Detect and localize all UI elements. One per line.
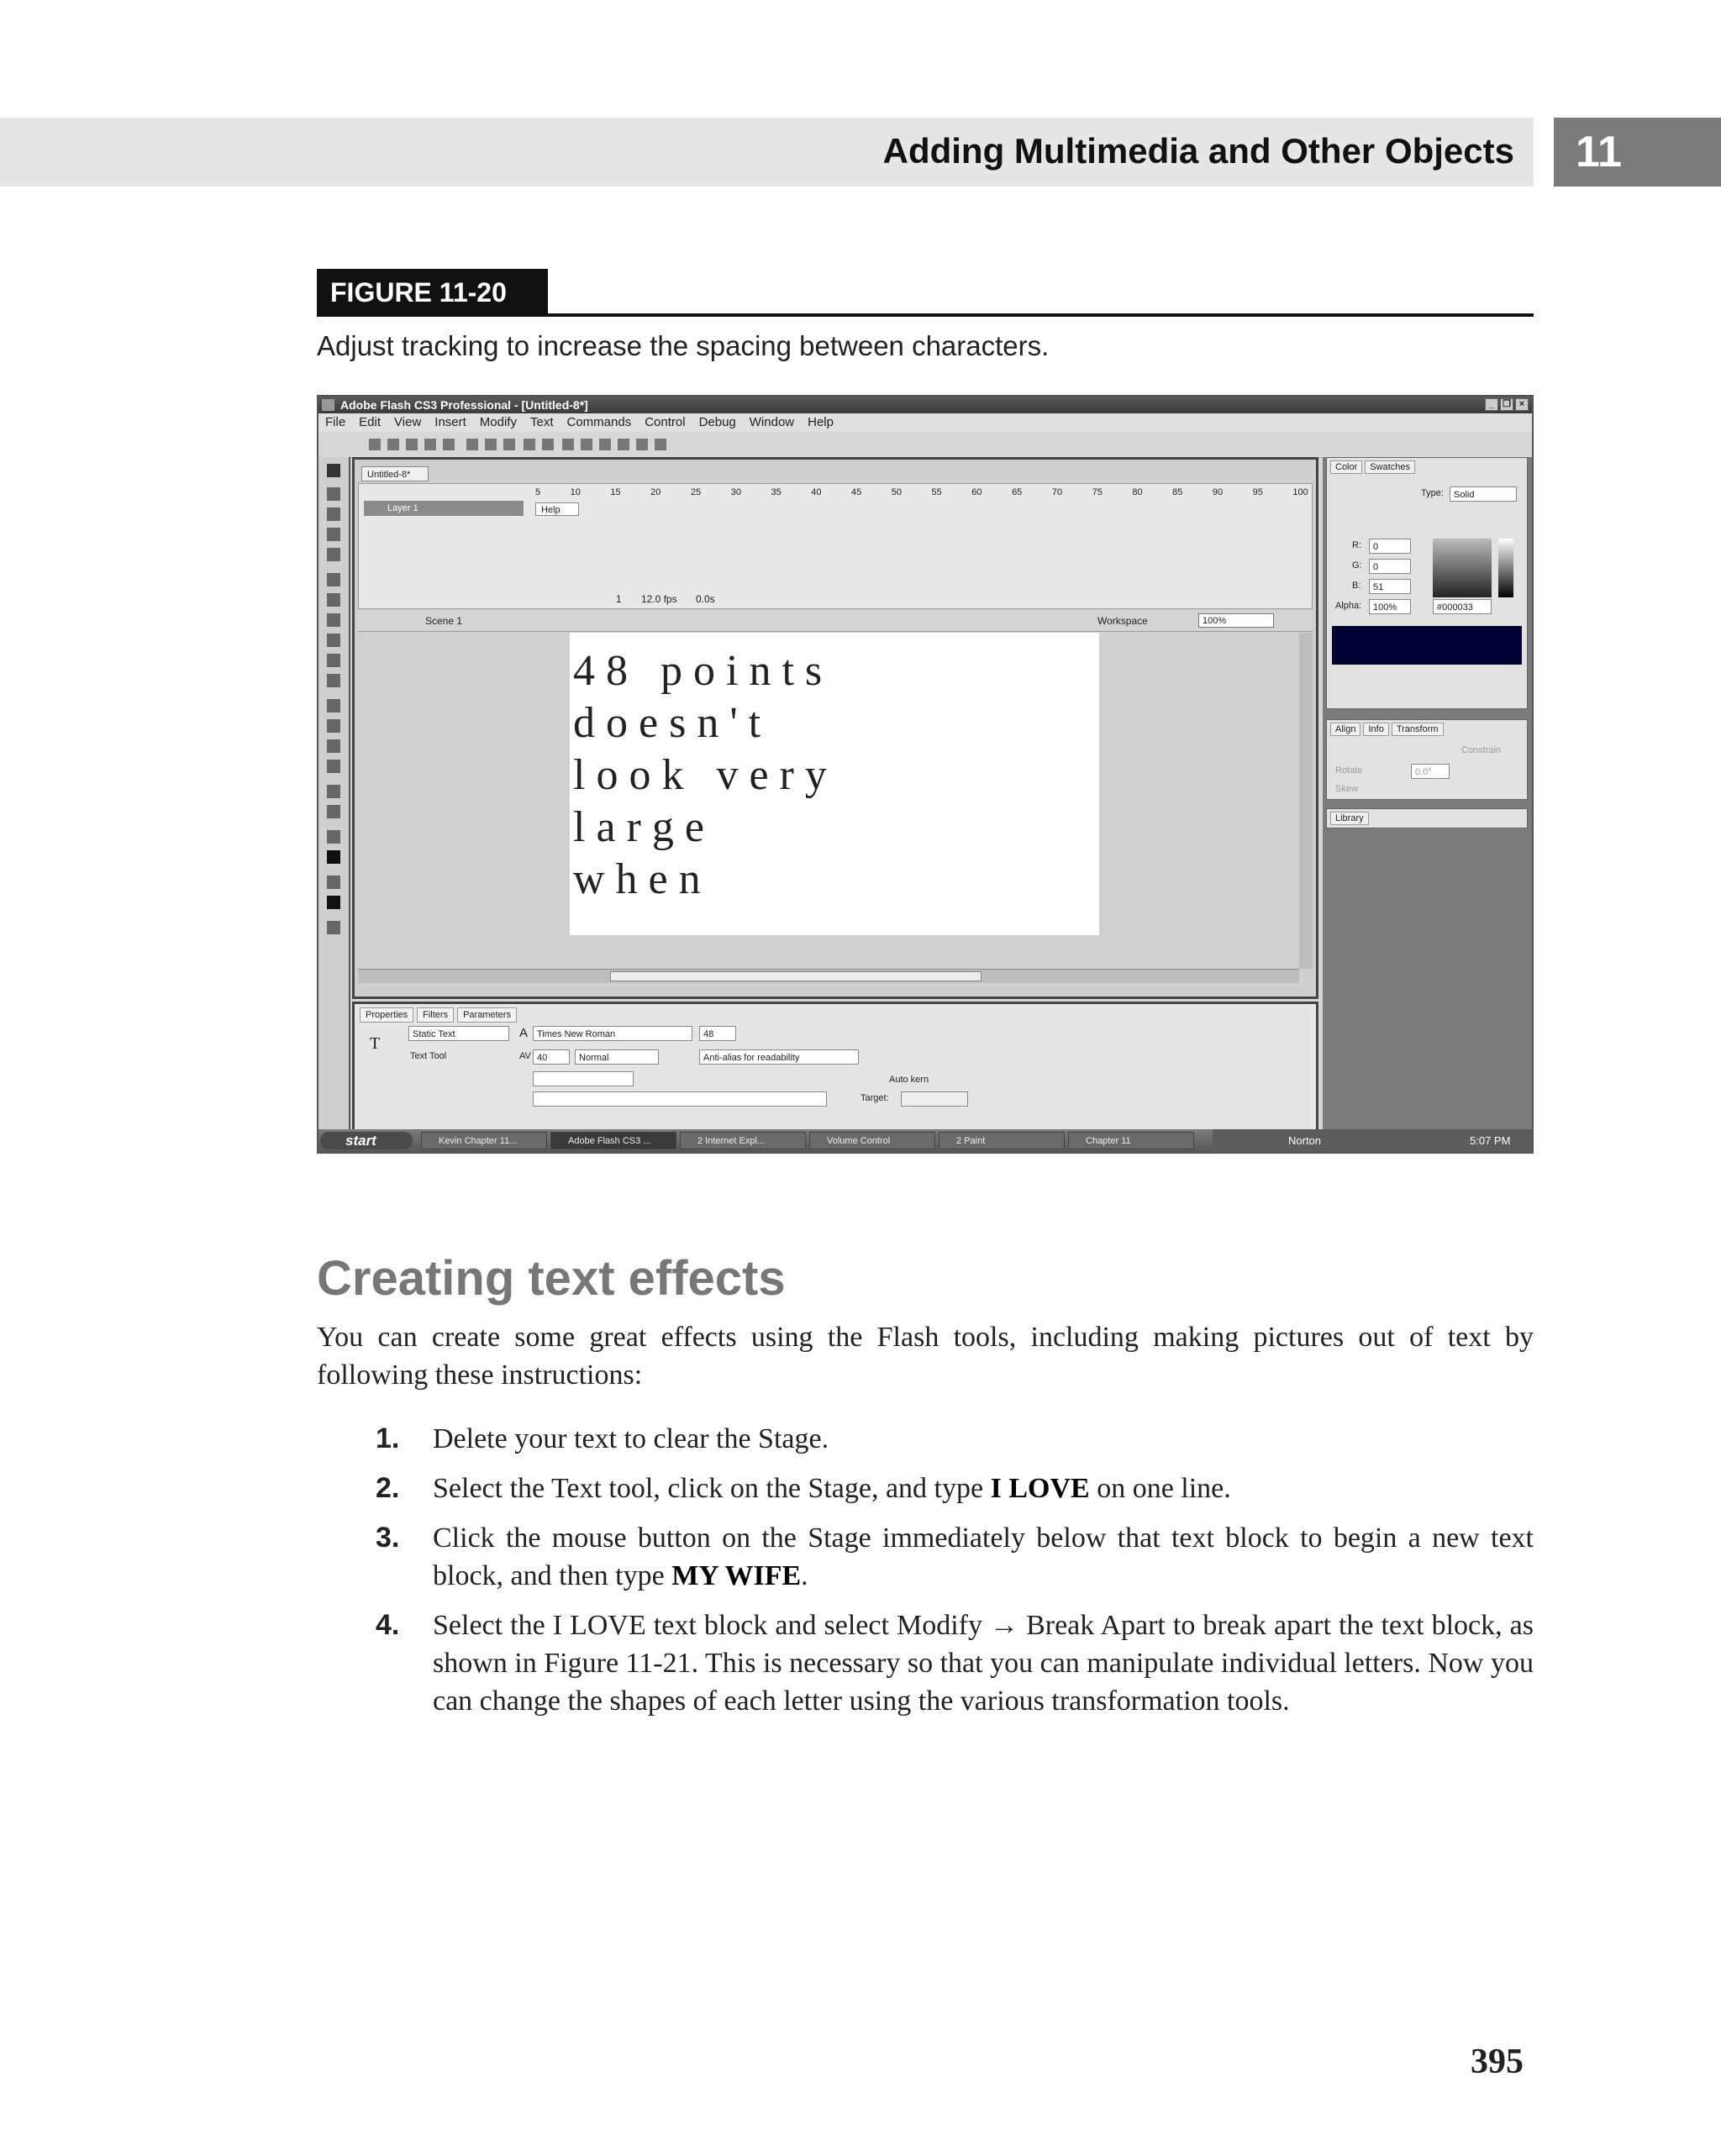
oval-tool-icon[interactable] <box>327 634 340 647</box>
menu-text[interactable]: Text <box>529 415 554 429</box>
baseline-select[interactable]: Normal <box>575 1049 659 1065</box>
font-icon: A <box>519 1026 529 1040</box>
eyedropper-tool-icon[interactable] <box>327 739 340 753</box>
figure-caption: Adjust tracking to increase the spacing between characters. <box>317 330 1050 361</box>
running-header-title: Adding Multimedia and Other Objects <box>882 131 1514 171</box>
right-panel-dock <box>1323 457 1532 1129</box>
auto-kern-checkbox[interactable]: Auto kern <box>889 1075 929 1085</box>
tool-name-label: Text Tool <box>410 1051 447 1061</box>
step-text: on one line. <box>1089 1473 1231 1504</box>
transform-panel <box>1326 719 1528 800</box>
start-button[interactable]: start <box>320 1132 413 1149</box>
rotate-field[interactable]: 0.0° <box>1411 764 1450 779</box>
brightness-slider[interactable] <box>1498 539 1513 597</box>
current-frame: 1 <box>616 593 622 605</box>
tab-color[interactable]: Color <box>1330 460 1362 474</box>
norton-label[interactable]: Norton <box>1288 1134 1322 1147</box>
frame-number: 65 <box>1012 487 1023 497</box>
font-family-select[interactable]: Times New Roman <box>533 1026 692 1041</box>
clock: 5:07 PM <box>1470 1134 1511 1147</box>
tab-parameters[interactable]: Parameters <box>457 1007 517 1023</box>
hand-tool-icon[interactable] <box>327 785 340 798</box>
tab-swatches[interactable]: Swatches <box>1365 460 1415 474</box>
brush-tool-icon[interactable] <box>327 674 340 687</box>
flash-app-icon <box>322 399 334 411</box>
minimize-icon[interactable]: _ <box>1485 398 1498 411</box>
alpha-field[interactable]: 100% <box>1369 599 1411 614</box>
new-file-icon[interactable] <box>369 439 381 450</box>
list-item <box>317 1470 1534 1507</box>
rotate-icon[interactable] <box>618 439 629 450</box>
frame-number: 30 <box>730 487 741 497</box>
task-button[interactable]: 2 Paint <box>939 1132 1065 1149</box>
close-icon[interactable]: × <box>1515 398 1529 411</box>
list-item <box>317 1519 1534 1595</box>
menu-edit[interactable]: Edit <box>359 415 382 429</box>
step-number: 1. <box>376 1422 400 1454</box>
menu-view[interactable]: View <box>394 415 422 429</box>
task-button[interactable]: 2 Internet Expl... <box>680 1132 806 1149</box>
menu-file[interactable]: File <box>325 415 346 429</box>
frame-number: 55 <box>931 487 942 497</box>
windows-taskbar <box>318 1129 1532 1152</box>
rotate-radio[interactable]: Rotate <box>1335 765 1363 776</box>
line-tool-icon[interactable] <box>327 613 340 627</box>
menu-window[interactable]: Window <box>749 415 795 429</box>
step-text: Click the mouse button on the Stage immediately below that text block to begin a new text block, and then type <box>433 1522 1534 1591</box>
page-number: 395 <box>1471 2043 1524 2081</box>
open-file-icon[interactable] <box>387 439 399 450</box>
section-heading: Creating text effects <box>317 1251 786 1306</box>
tab-library[interactable]: Library <box>1330 812 1369 825</box>
step-number: 3. <box>376 1522 400 1554</box>
pencil-tool-icon[interactable] <box>327 654 340 667</box>
flash-logo-icon <box>327 464 340 477</box>
stage-area <box>358 633 1299 969</box>
align-icon[interactable] <box>655 439 666 450</box>
figure-label: FIGURE 11-20 <box>317 269 548 316</box>
elapsed-time: 0.0s <box>696 593 715 605</box>
system-tray <box>1213 1129 1532 1152</box>
timeline-status <box>364 592 1305 607</box>
constrain-checkbox[interactable]: Constrain <box>1461 745 1502 755</box>
frame-number: 75 <box>1092 487 1103 497</box>
document-tab[interactable]: Untitled-8* <box>361 466 429 481</box>
color-panel <box>1326 457 1528 709</box>
task-button[interactable]: Adobe Flash CS3 ... <box>550 1132 676 1149</box>
frame-number: 25 <box>690 487 702 497</box>
frame-number: 20 <box>650 487 661 497</box>
lasso-tool-icon[interactable] <box>327 548 340 561</box>
zoom-select[interactable]: 100% <box>1198 613 1274 628</box>
blue-field[interactable]: 51 <box>1369 579 1411 594</box>
font-size-field[interactable]: 48 <box>699 1026 736 1041</box>
stage-text-line: 4 8 p o i n t s <box>573 647 823 695</box>
step-bold-text: I LOVE <box>990 1473 1090 1504</box>
subselection-tool-icon[interactable] <box>327 507 340 521</box>
step-text: Delete your text to clear the Stage. <box>433 1423 829 1454</box>
menu-bar <box>318 413 1532 432</box>
alpha-label: Alpha: <box>1335 601 1362 611</box>
list-item <box>317 1606 1534 1720</box>
restore-icon[interactable]: ❐ <box>1500 398 1513 411</box>
redo-icon[interactable] <box>542 439 554 450</box>
workspace-menu[interactable]: Workspace <box>1097 615 1148 627</box>
snap-magnet-icon[interactable] <box>562 439 574 450</box>
stage-text-line: l o o k v e r y <box>573 751 827 799</box>
menu-commands[interactable]: Commands <box>566 415 632 429</box>
chapter-number-tab: 11 <box>1554 118 1721 187</box>
edit-bar <box>358 611 1313 632</box>
menu-debug[interactable]: Debug <box>698 415 736 429</box>
tab-filters[interactable]: Filters <box>417 1007 454 1023</box>
menu-help[interactable]: Help <box>808 415 834 429</box>
tab-info[interactable]: Info <box>1363 723 1388 736</box>
stage-text-line: w h e n <box>573 855 701 903</box>
type-label: Type: <box>1421 488 1444 498</box>
pen-tool-icon[interactable] <box>327 573 340 586</box>
frame-rate: 12.0 fps <box>641 593 677 605</box>
properties-tabs <box>360 1007 517 1023</box>
fill-color-icon[interactable] <box>327 850 340 864</box>
bridge-icon[interactable] <box>406 439 418 450</box>
free-transform-tool-icon[interactable] <box>327 528 340 541</box>
red-label: R: <box>1352 540 1361 550</box>
frame-number: 70 <box>1051 487 1063 497</box>
options-icon[interactable] <box>327 921 340 934</box>
task-button[interactable]: Chapter 11 <box>1068 1132 1194 1149</box>
scrollbar-thumb[interactable] <box>610 971 982 981</box>
frame-number: 60 <box>971 487 982 497</box>
figure-rule <box>317 313 1534 317</box>
flash-screenshot <box>317 395 1534 1154</box>
scene-label[interactable]: Scene 1 <box>425 615 463 627</box>
ink-bottle-tool-icon[interactable] <box>327 699 340 713</box>
blue-label: B: <box>1352 581 1361 591</box>
paste-icon[interactable] <box>503 439 515 450</box>
tab-align[interactable]: Align <box>1330 723 1360 736</box>
paint-bucket-tool-icon[interactable] <box>327 719 340 733</box>
help-tab[interactable]: Help <box>535 502 579 516</box>
tab-transform[interactable]: Transform <box>1392 723 1444 736</box>
color-picker-field[interactable] <box>1433 539 1492 597</box>
task-button[interactable]: Kevin Chapter 11... <box>421 1132 547 1149</box>
window-titlebar <box>318 397 1532 413</box>
green-label: G: <box>1352 560 1362 571</box>
step-bold-text: MY WIFE <box>671 1560 802 1591</box>
frame-number: 35 <box>771 487 782 497</box>
stroke-color-icon[interactable] <box>327 830 340 844</box>
frame-number: 80 <box>1132 487 1143 497</box>
vertical-scrollbar[interactable] <box>1299 633 1313 969</box>
step-text: . <box>801 1560 808 1591</box>
menu-control[interactable]: Control <box>645 415 686 429</box>
selection-tool-icon[interactable] <box>327 487 340 501</box>
window-title: Adobe Flash CS3 Professional - [Untitled-8*] <box>340 398 588 412</box>
stage-text-line: d o e s n ' t <box>573 699 761 747</box>
frame-ruler <box>535 487 1308 501</box>
horizontal-scrollbar[interactable] <box>358 969 1299 983</box>
smooth-icon[interactable] <box>581 439 592 450</box>
step-text: Select the I LOVE text block and select Modify → Break Apart to break apart the text block, as shown in Figure 11-21. This is necessary so that you can manipulate individual letters. Now you can change the shapes of each letter using the various transformation tools. <box>433 1610 1534 1717</box>
instruction-list <box>317 1420 1534 1732</box>
link-target-field[interactable] <box>533 1091 827 1107</box>
tools-panel <box>318 457 350 1129</box>
frame-number: 100 <box>1292 487 1308 497</box>
print-icon[interactable] <box>443 439 455 450</box>
url-link-field[interactable] <box>533 1071 634 1086</box>
text-type-select[interactable]: Static Text <box>408 1026 509 1041</box>
library-panel <box>1326 808 1528 828</box>
properties-panel <box>352 1002 1318 1134</box>
frame-number: 90 <box>1212 487 1224 497</box>
copy-icon[interactable] <box>485 439 497 450</box>
stage[interactable] <box>570 633 1099 935</box>
stage-text-line: l a r g e <box>573 803 704 851</box>
green-field[interactable]: 0 <box>1369 559 1411 574</box>
frame-number: 85 <box>1172 487 1183 497</box>
text-type-icon: T <box>370 1034 381 1053</box>
frame-number: 5 <box>535 487 541 497</box>
straighten-icon[interactable] <box>599 439 611 450</box>
frame-number: 15 <box>610 487 621 497</box>
intro-paragraph: You can create some great effects using the Flash tools, including making pictures out of text by following these instructions: <box>317 1322 1534 1391</box>
text-tool-icon[interactable] <box>327 593 340 607</box>
timeline <box>358 483 1313 609</box>
frame-number: 45 <box>851 487 862 497</box>
target-label: Target: <box>860 1093 889 1103</box>
antialias-select[interactable]: Anti-alias for readability <box>699 1049 859 1065</box>
target-select[interactable] <box>901 1091 968 1107</box>
step-number: 4. <box>376 1609 400 1641</box>
default-colors-icon[interactable] <box>327 896 340 909</box>
main-toolbar <box>318 432 1532 458</box>
frame-number: 40 <box>811 487 822 497</box>
zoom-tool-icon[interactable] <box>327 805 340 818</box>
document-window <box>352 457 1318 999</box>
skew-radio[interactable]: Skew <box>1335 784 1358 794</box>
hex-color-field[interactable]: #000033 <box>1433 599 1492 614</box>
frame-number: 95 <box>1252 487 1263 497</box>
task-button[interactable]: Volume Control <box>809 1132 935 1149</box>
red-field[interactable]: 0 <box>1369 539 1411 554</box>
tracking-icon: AV <box>519 1051 531 1061</box>
scale-icon[interactable] <box>636 439 648 450</box>
frame-number: 50 <box>891 487 903 497</box>
frame-number: 10 <box>570 487 581 497</box>
fill-type-select[interactable]: Solid <box>1450 486 1517 502</box>
menu-modify[interactable]: Modify <box>479 415 517 429</box>
swap-colors-icon[interactable] <box>327 876 340 889</box>
eraser-tool-icon[interactable] <box>327 760 340 773</box>
color-preview-swatch <box>1332 626 1522 665</box>
list-item <box>317 1420 1534 1458</box>
undo-icon[interactable] <box>524 439 535 450</box>
step-text: Select the Text tool, click on the Stage, and type <box>433 1473 991 1504</box>
step-number: 2. <box>376 1472 400 1504</box>
tab-properties[interactable]: Properties <box>360 1007 413 1023</box>
save-icon[interactable] <box>424 439 436 450</box>
tracking-field[interactable]: 40 <box>533 1049 570 1065</box>
layer-row[interactable]: Layer 1 <box>364 501 524 516</box>
cut-icon[interactable] <box>466 439 478 450</box>
menu-insert[interactable]: Insert <box>434 415 466 429</box>
